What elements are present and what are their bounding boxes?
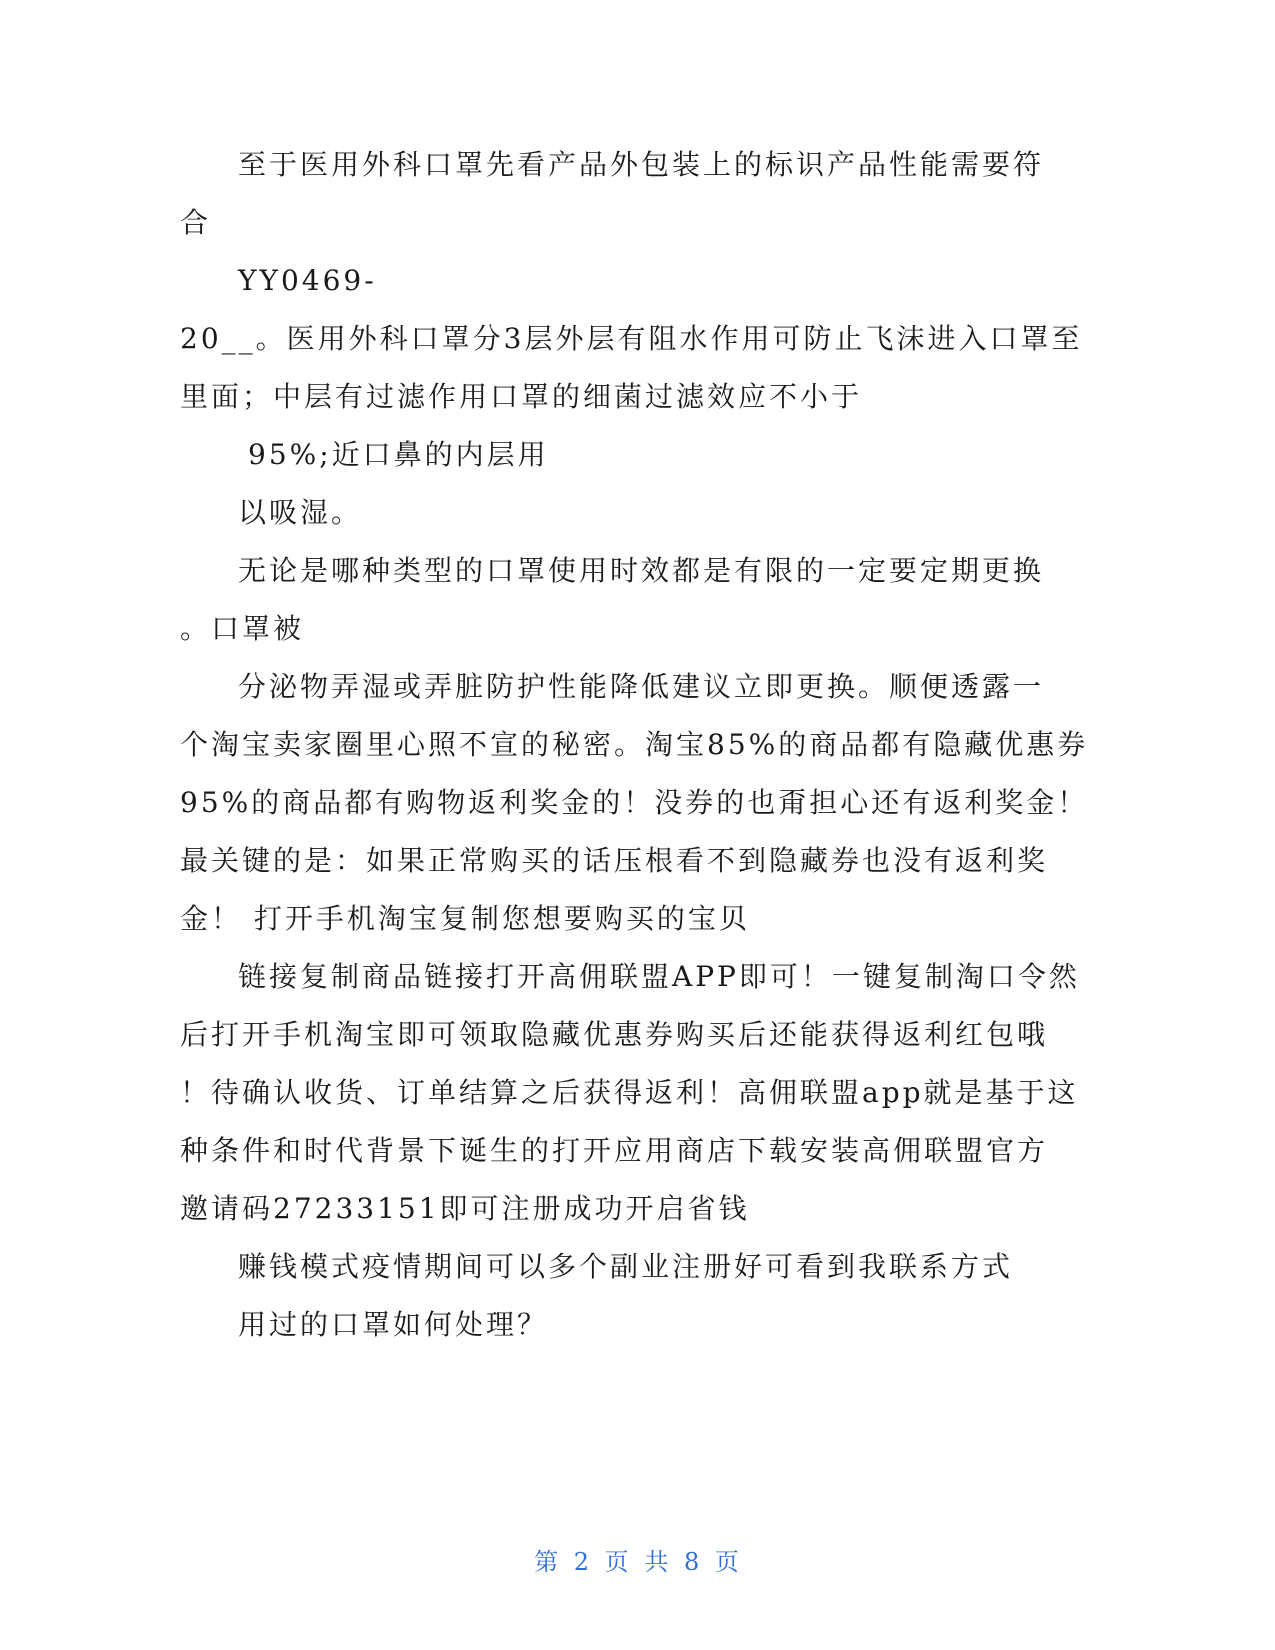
text-line-20: 赚钱模式疫情期间可以多个副业注册好可看到我联系方式 (238, 1250, 1014, 1283)
text-line-19: 邀请码27233151即可注册成功开启省钱 (180, 1192, 750, 1225)
text-line-11: 个淘宝卖家圈里心照不宣的秘密。淘宝85%的商品都有隐藏优惠券 (180, 728, 1089, 761)
text-line-9: 。口罩被 (180, 612, 305, 645)
footer-current-page: 2 (573, 1548, 592, 1576)
text-line-15: 链接复制商品链接打开高佣联盟APP即可！一键复制淘口令然 (238, 960, 1080, 993)
footer-total-pages: 8 (683, 1548, 702, 1576)
footer-total-label: 共 (644, 1548, 671, 1576)
text-line-3: YY0469- (238, 264, 377, 297)
text-line-12: 95%的商品都有购物返利奖金的！没券的也甭担心还有返利奖金！ (180, 786, 1089, 819)
text-line-5: 里面；中层有过滤作用口罩的细菌过滤效应不小于 (180, 380, 863, 413)
footer-page-word: 页 (604, 1548, 631, 1576)
text-line-14: 金！ 打开手机淘宝复制您想要购买的宝贝 (180, 902, 750, 935)
text-line-2: 合 (180, 206, 212, 239)
text-line-13: 最关键的是：如果正常购买的话压根看不到隐藏券也没有返利奖 (180, 844, 1049, 877)
text-line-10: 分泌物弄湿或弄脏防护性能降低建议立即更换。顺便透露一 (238, 670, 1045, 703)
text-line-18: 种条件和时代背景下诞生的打开应用商店下载安装高佣联盟官方 (180, 1134, 1049, 1167)
text-line-7: 以吸湿。 (238, 496, 363, 529)
footer-prefix: 第 (534, 1548, 561, 1576)
text-line-1: 至于医用外科口罩先看产品外包装上的标识产品性能需要符 (238, 148, 1045, 181)
page-footer (0, 1542, 1275, 1577)
text-line-17: ！待确认收货、订单结算之后获得返利！高佣联盟app就是基于这 (180, 1076, 1079, 1109)
footer-suffix: 页 (714, 1548, 741, 1576)
text-line-6: 95%;近口鼻的内层用 (248, 438, 549, 471)
text-line-4: 20__。医用外科口罩分3层外层有阻水作用可防止飞沫进入口罩至 (180, 322, 1083, 355)
text-line-21: 用过的口罩如何处理？ (238, 1308, 549, 1341)
text-line-8: 无论是哪种类型的口罩使用时效都是有限的一定要定期更换 (238, 554, 1045, 587)
text-line-16: 后打开手机淘宝即可领取隐藏优惠券购买后还能获得返利红包哦 (180, 1018, 1049, 1051)
